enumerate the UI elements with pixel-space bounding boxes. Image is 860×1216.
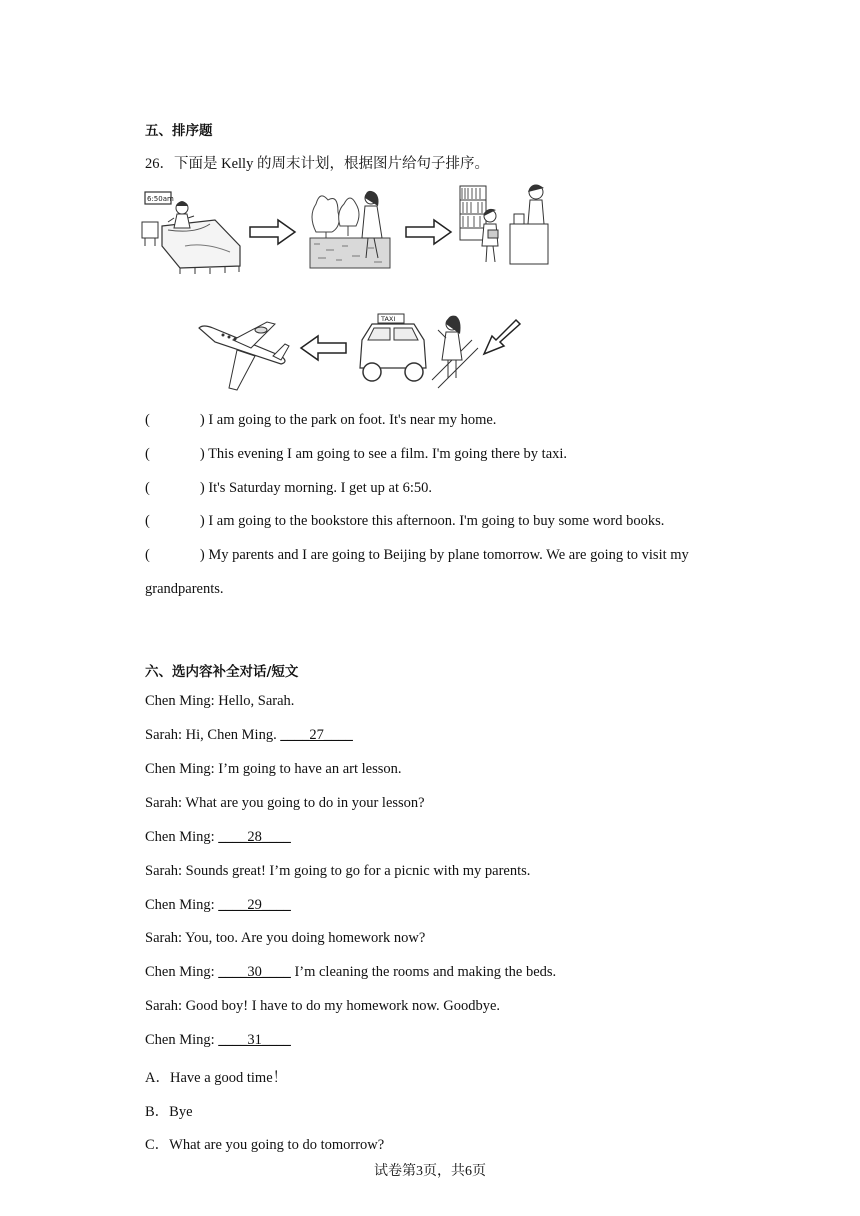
dialogue-line: Chen Ming: ____30____ I’m cleaning the rooms and making the beds.: [145, 964, 557, 980]
dialogue-line: Sarah: You, too. Are you doing homework now?: [145, 930, 426, 946]
section5-title: 五、排序题: [145, 123, 213, 139]
sort-item-3: ( ) It's Saturday morning. I get up at 6:50.: [145, 480, 433, 496]
dialogue-line: Chen Ming: ____29____: [145, 897, 291, 913]
arrow-down-left-icon: [480, 318, 524, 358]
option-b: B．Bye: [145, 1104, 193, 1120]
dialogue-line: Sarah: What are you going to do in your lesson?: [145, 795, 425, 811]
section6-title: 六、选内容补全对话/短文: [145, 664, 299, 680]
sort-item-1: ( ) I am going to the park on foot. It's near my home.: [145, 412, 497, 428]
dialogue-line: Chen Ming: I’m going to have an art lesson.: [145, 761, 402, 777]
bed-picture: [140, 186, 245, 276]
dialogue-line: Sarah: Good boy! I have to do my homework now. Goodbye.: [145, 998, 501, 1014]
airplane-picture: [193, 318, 291, 394]
page-footer: 试卷第3页，共6页: [374, 1164, 486, 1179]
arrow-right-icon: [248, 218, 298, 246]
option-c: C．What are you going to do tomorrow?: [145, 1137, 385, 1153]
blank-31[interactable]: ____31____: [218, 1032, 291, 1048]
question-26: 26．下面是 Kelly 的周末计划，根据图片给句子排序。: [145, 156, 489, 172]
blank-28[interactable]: ____28____: [218, 829, 291, 845]
sort-item-5: ( ) My parents and I are going to Beijing by plane tomorrow. We are going to visit my: [145, 547, 689, 563]
bookstore-picture: [458, 182, 550, 268]
sort-item-5-continued: grandparents.: [145, 581, 224, 597]
park-picture: [308, 186, 393, 272]
dialogue-line: Sarah: Hi, Chen Ming. ____27____: [145, 727, 353, 743]
option-a: A．Have a good time！: [145, 1070, 288, 1086]
taxi-sign: TAXI: [381, 315, 396, 323]
sort-item-4: ( ) I am going to the bookstore this afternoon. I'm going to buy some word books.: [145, 513, 665, 529]
blank-30[interactable]: ____30____: [218, 964, 291, 980]
dialogue-line: Sarah: Sounds great! I’m going to go for a picnic with my parents.: [145, 863, 531, 879]
arrow-left-icon: [298, 334, 348, 362]
blank-27[interactable]: ____27____: [280, 727, 353, 743]
dialogue-line: Chen Ming: Hello, Sarah.: [145, 693, 295, 709]
dialogue-line: Chen Ming: ____28____: [145, 829, 291, 845]
sort-item-2: ( ) This evening I am going to see a film. I'm going there by taxi.: [145, 446, 568, 462]
clock-label: 6:50am: [147, 195, 174, 203]
taxi-picture: [352, 310, 480, 392]
blank-29[interactable]: ____29____: [218, 897, 291, 913]
dialogue-line: Chen Ming: ____31____: [145, 1032, 291, 1048]
arrow-right-icon: [404, 218, 454, 246]
